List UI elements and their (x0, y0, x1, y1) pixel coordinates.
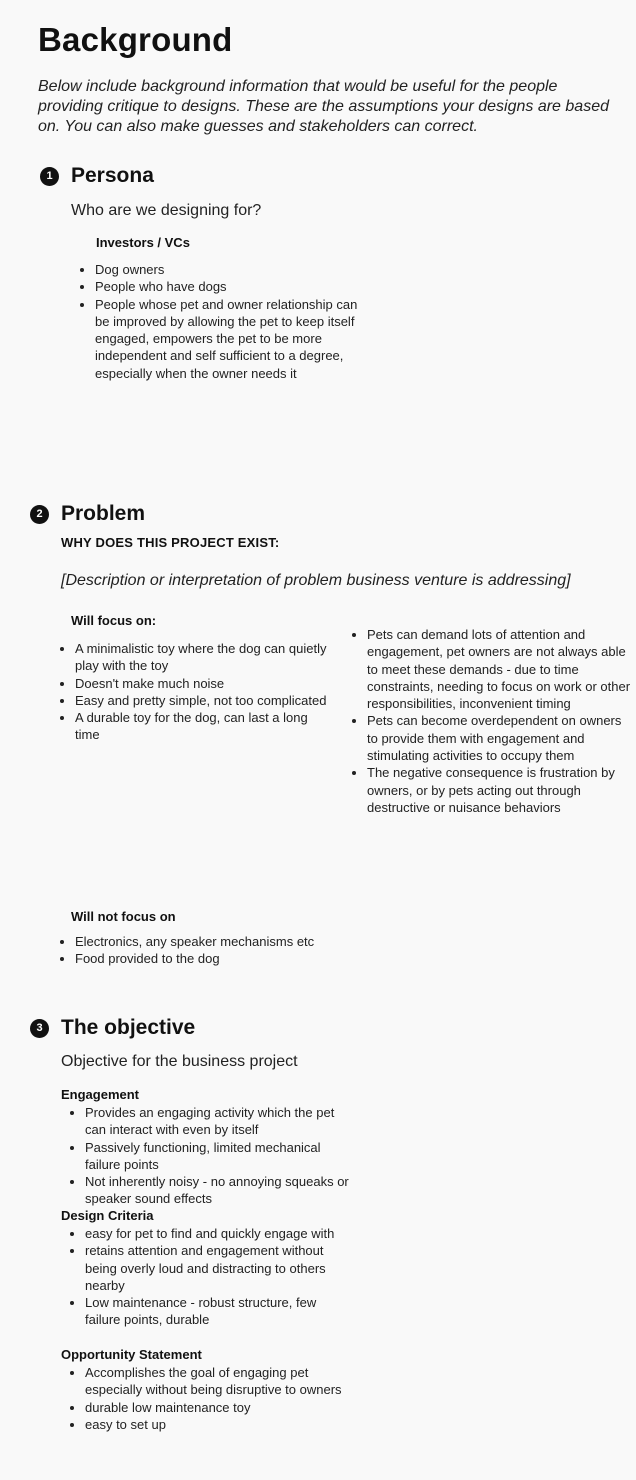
section-number-badge: 1 (40, 167, 59, 186)
list-item: • Doesn't make much noise (75, 675, 335, 692)
engagement-list (65, 1104, 355, 1208)
opportunity-statement-list (65, 1364, 355, 1433)
list-item: • retains attention and engagement without being overly loud and distracting to others nearby (85, 1242, 355, 1294)
focus-label: Will focus on: (71, 613, 157, 628)
list-item: • Pets can become overdependent on owners to provide them with engagement and stimulating activities to occupy them (367, 712, 635, 764)
list-item: • Provides an engaging activity which the pet can interact with even by itself (85, 1104, 355, 1139)
list-item: • Pets can demand lots of attention and engagement, pet owners are not always able to meet these demands - due to time constraints, needing to focus on work or other responsibilities, inconvenient timing (367, 626, 635, 712)
problem-context-list (347, 626, 635, 816)
list-item: • Low maintenance - robust structure, few failure points, durable (85, 1294, 355, 1329)
persona-section-header (40, 164, 154, 188)
not-focus-label: Will not focus on (71, 909, 176, 924)
list-item: • Dog owners (95, 261, 365, 278)
list-item: • Accomplishes the goal of engaging pet especially without being disruptive to owners (85, 1364, 355, 1399)
objective-subtitle: Objective for the business project (61, 1053, 298, 1070)
list-item: • durable low maintenance toy (85, 1399, 355, 1416)
list-item: • Passively functioning, limited mechanical failure points (85, 1139, 355, 1174)
opportunity-statement-label: Opportunity Statement (61, 1347, 202, 1362)
list-item: • A minimalistic toy where the dog can quietly play with the toy (75, 640, 335, 675)
engagement-label: Engagement (61, 1087, 140, 1102)
design-criteria-list (65, 1225, 355, 1329)
persona-title: Persona (71, 164, 154, 187)
section-number-badge: 2 (30, 505, 49, 524)
list-item: • easy to set up (85, 1416, 355, 1433)
problem-title: Problem (61, 502, 146, 525)
list-item: • A durable toy for the dog, can last a long time (75, 709, 335, 744)
list-item: • Food provided to the dog (75, 950, 375, 967)
list-item: • Electronics, any speaker mechanisms etc (75, 933, 375, 950)
persona-question: Who are we designing for? (71, 202, 262, 219)
problem-why-heading: WHY DOES THIS PROJECT EXIST: (61, 535, 280, 550)
list-item: • Not inherently noisy - no annoying squeaks or speaker sound effects (85, 1173, 355, 1208)
persona-list (75, 261, 365, 382)
persona-group-label: Investors / VCs (96, 235, 190, 250)
focus-list (55, 640, 335, 744)
objective-section-header (30, 1016, 195, 1040)
page-title: Background (38, 21, 233, 58)
section-number-badge: 3 (30, 1019, 49, 1038)
list-item: • The negative consequence is frustration by owners, or by pets acting out through destructive or nuisance behaviors (367, 764, 635, 816)
problem-description: [Description or interpretation of problem business venture is addressing] (61, 572, 571, 589)
list-item: • People whose pet and owner relationship can be improved by allowing the pet to keep itself engaged, empowers the pet to be more independent and self sufficient to a degree, especially when the owner needs it (95, 296, 365, 382)
list-item: • easy for pet to find and quickly engage with (85, 1225, 355, 1242)
not-focus-list (55, 933, 375, 968)
list-item: • People who have dogs (95, 278, 365, 295)
list-item: • Easy and pretty simple, not too complicated (75, 692, 335, 709)
design-criteria-label: Design Criteria (61, 1208, 154, 1223)
problem-section-header (30, 502, 145, 526)
objective-title: The objective (61, 1016, 196, 1039)
intro-text: Below include background information that would be useful for the people providing critique to designs. These are the assumptions your designs are based on. You can also make guesses and stakeholders can correct. (38, 78, 609, 135)
